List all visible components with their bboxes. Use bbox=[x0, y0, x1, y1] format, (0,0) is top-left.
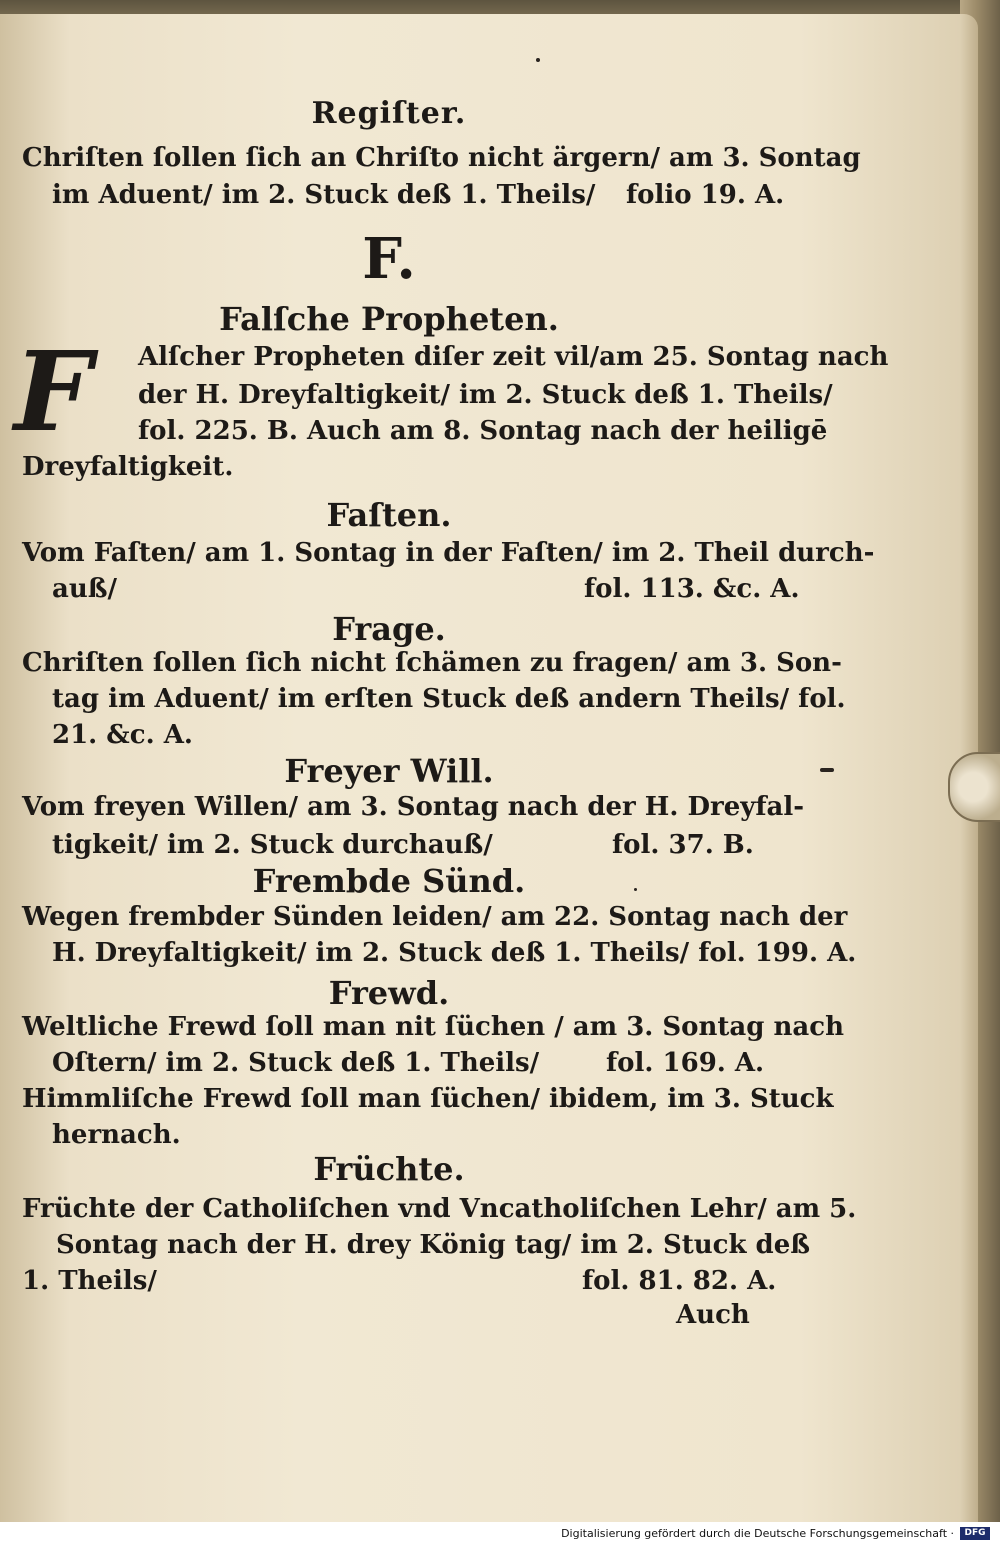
fasten-ref: fol. 113. &c. A. bbox=[584, 574, 800, 604]
frage-line-2: tag im Aduent/ im erſten Stuck deß andern Theils/ fol. bbox=[52, 684, 846, 714]
frage-line-1: Chriſten ſollen ſich nicht ſchämen zu fragen/ am 3. Son- bbox=[22, 648, 842, 678]
entry-christen-line-1: Chriſten ſollen ſich an Chriſto nicht ärgern/ am 3. Sontag bbox=[22, 143, 861, 173]
ink-spot bbox=[536, 58, 540, 62]
book-clasp bbox=[948, 752, 1000, 822]
footer-credit: Digitalisierung gefördert durch die Deutsche Forschungsgemeinschaft · bbox=[561, 1527, 954, 1540]
fasten-line-1: Vom Faſten/ am 1. Sontag in der Faſten/ im 2. Theil durch- bbox=[22, 538, 875, 568]
heading-fruchte: Früchte. bbox=[313, 1150, 465, 1188]
fruchte-line-2: Sontag nach der H. drey König tag/ im 2. Stuck deß bbox=[56, 1230, 811, 1260]
falsche-line-4: Dreyfaltigkeit. bbox=[22, 452, 234, 482]
heading-falsche-propheten: Falſche Propheten. bbox=[219, 300, 559, 338]
freyer-ref: fol. 37. B. bbox=[612, 830, 754, 860]
frembde-line-1: Wegen frembder Sünden leiden/ am 22. Sontag nach der bbox=[22, 902, 848, 932]
frewd-line-2: Oſtern/ im 2. Stuck deß 1. Theils/ bbox=[52, 1048, 540, 1078]
falsche-line-2: der H. Dreyfaltigkeit/ im 2. Stuck deß 1. Theils/ bbox=[138, 380, 833, 410]
frewd-line-4: hernach. bbox=[52, 1120, 181, 1150]
frembde-line-2: H. Dreyfaltigkeit/ im 2. Stuck deß 1. Theils/ fol. 199. A. bbox=[52, 938, 857, 968]
section-letter: F. bbox=[362, 226, 416, 292]
fasten-line-2: auß/ bbox=[52, 574, 117, 604]
fruchte-ref: fol. 81. 82. A. bbox=[582, 1266, 777, 1296]
frewd-line-3: Himmliſche Frewd ſoll man ſüchen/ ibidem, im 3. Stuck bbox=[22, 1084, 834, 1114]
frewd-line-1: Weltliche Frewd ſoll man nit ſüchen / am 3. Sontag nach bbox=[22, 1012, 844, 1042]
falsche-line-1: Alſcher Propheten diſer zeit vil/am 25. Sontag nach bbox=[138, 342, 889, 372]
decorated-initial: F bbox=[14, 327, 93, 456]
heading-freyer-will: Freyer Will. bbox=[284, 752, 494, 790]
heading-frewd: Frewd. bbox=[328, 974, 450, 1012]
heading-frembde-sund: Frembde Sünd. bbox=[252, 862, 526, 900]
dfg-logo: DFG bbox=[960, 1527, 990, 1540]
freyer-line-2: tigkeit/ im 2. Stuck durchauß/ bbox=[52, 830, 493, 860]
running-head: Regiſter. bbox=[311, 96, 467, 131]
heading-fasten: Faſten. bbox=[326, 496, 452, 534]
freyer-line-1: Vom freyen Willen/ am 3. Sontag nach der H. Dreyfal- bbox=[22, 792, 805, 822]
fruchte-line-3: 1. Theils/ bbox=[22, 1266, 157, 1296]
entry-christen-line-2: im Aduent/ im 2. Stuck deß 1. Theils/ bbox=[52, 180, 596, 210]
fruchte-line-1: Früchte der Catholiſchen vnd Vncatholiſchen Lehr/ am 5. bbox=[22, 1194, 857, 1224]
frewd-ref: fol. 169. A. bbox=[606, 1048, 765, 1078]
catchword: Auch bbox=[676, 1300, 750, 1330]
frage-line-3: 21. &c. A. bbox=[52, 720, 193, 750]
entry-christen-ref: folio 19. A. bbox=[626, 180, 785, 210]
heading-frage: Frage. bbox=[332, 610, 446, 648]
falsche-line-3: fol. 225. B. Auch am 8. Sontag nach der heiligē bbox=[138, 416, 828, 446]
ink-spot bbox=[820, 768, 834, 772]
